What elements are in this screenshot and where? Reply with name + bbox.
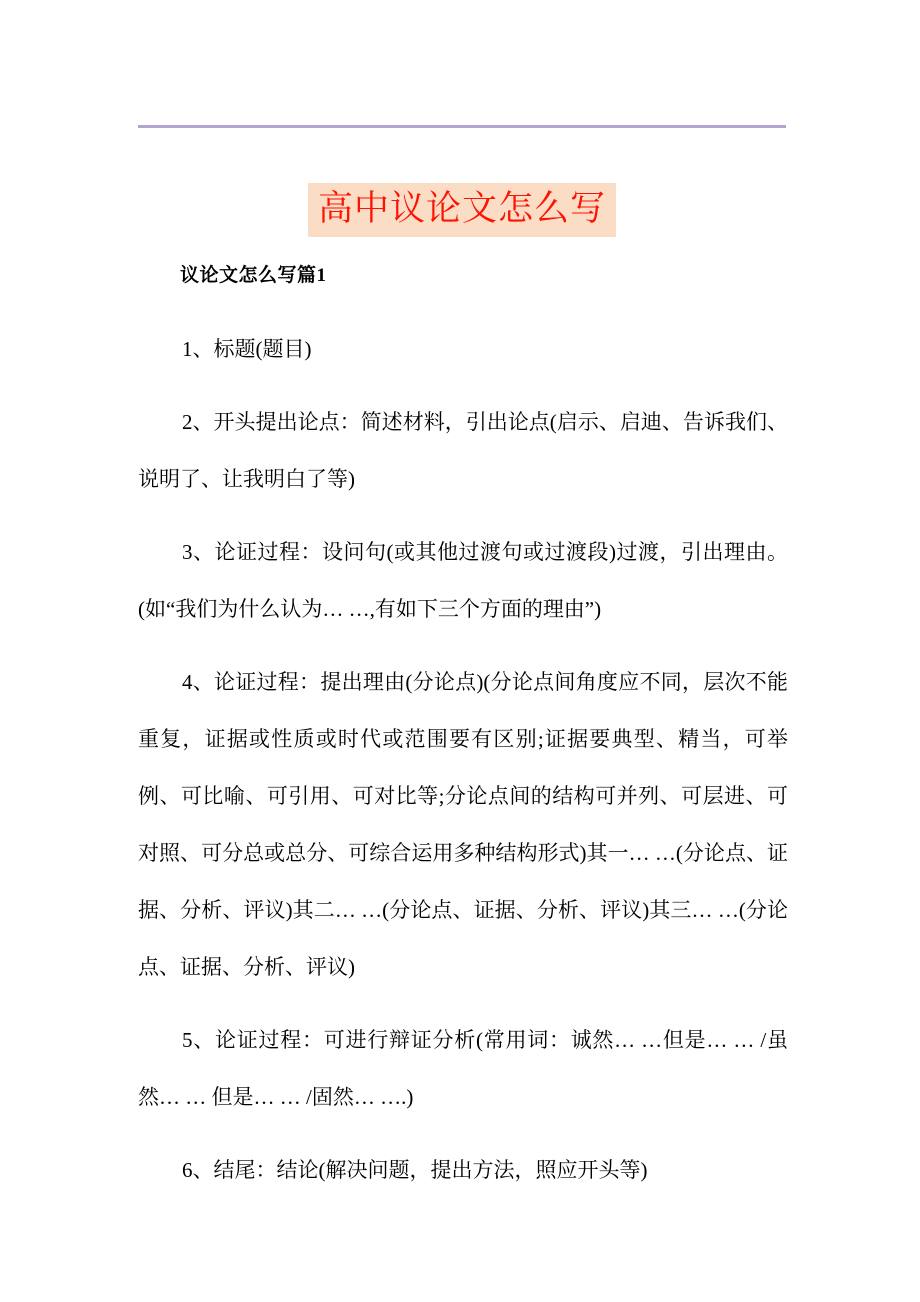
body-paragraph-2: 2、开头提出论点：简述材料，引出论点(启示、启迪、告诉我们、说明了、让我明白了等)	[138, 409, 788, 491]
page-title: 高中议论文怎么写	[308, 183, 616, 236]
body-paragraph-6: 6、结尾：结论(解决问题，提出方法，照应开头等)	[182, 1157, 648, 1182]
body-paragraph-5: 5、论证过程：可进行辩证分析(常用词：诚然… …但是… … /虽然… … 但是… … /固然… ….)	[138, 1027, 788, 1109]
body-paragraph-3: 3、论证过程：设问句(或其他过渡句或过渡段)过渡，引出理由。(如“我们为什么认为… …,有如下三个方面的理由”)	[138, 539, 788, 621]
document-body	[138, 262, 788, 1199]
page-title-container	[138, 160, 786, 260]
top-divider-rule	[138, 125, 786, 128]
body-paragraph-4: 4、论证过程：提出理由(分论点)(分论点间角度应不同，层次不能重复，证据或性质或时代或范围要有区别;证据要典型、精当，可举例、可比喻、可引用、可对比等;分论点间的结构可并列、可层进、可对照、可分总或总分、可综合运用多种结构形式)其一… …(分论点、证据、分析、评议)其二… …(分论点、证据、分析、评议)其三… …(分论点、证据、分析、评议)	[138, 669, 788, 979]
section-subtitle: 议论文怎么写篇1	[180, 265, 327, 286]
body-paragraph-1: 1、标题(题目)	[182, 336, 312, 361]
